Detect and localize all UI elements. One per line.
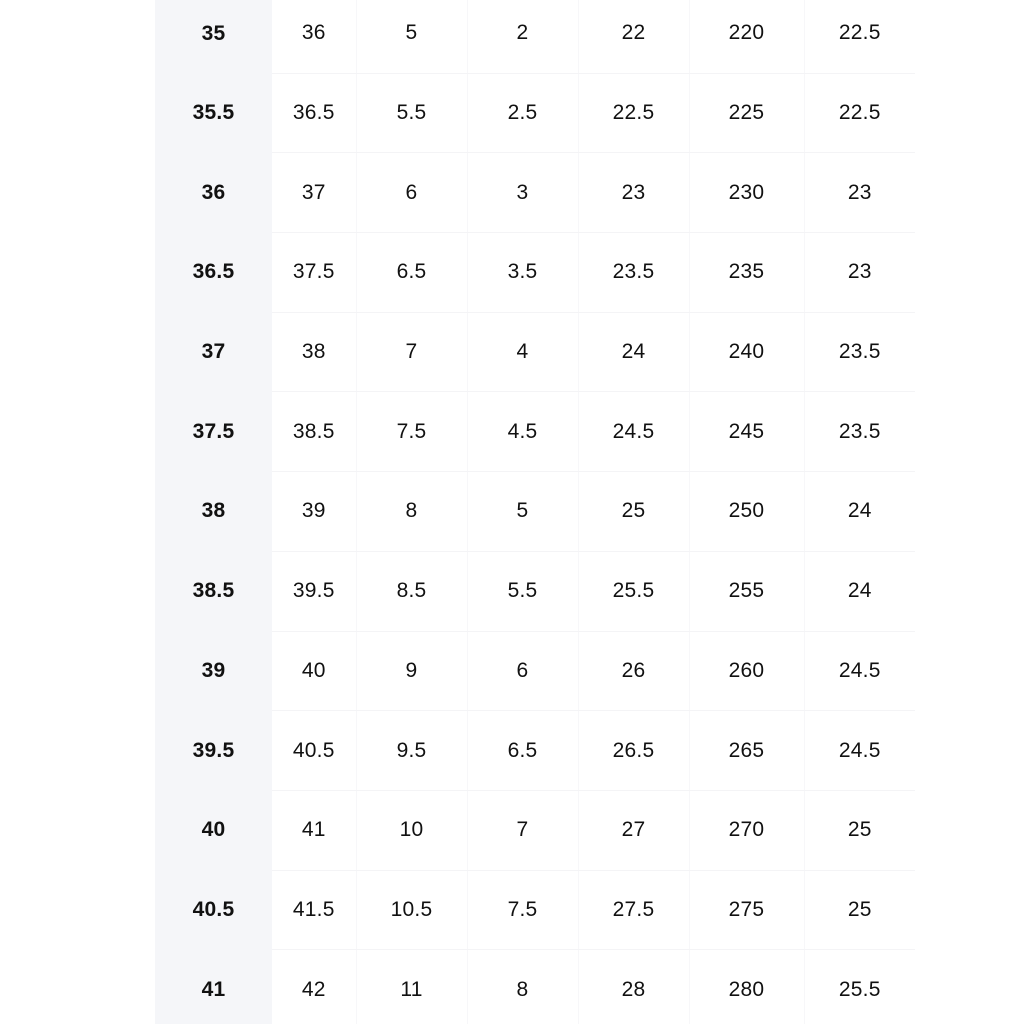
table-cell: 5 [467,472,578,552]
table-cell: 5.5 [467,551,578,631]
table-row [155,950,915,1024]
table-cell: 2 [467,0,578,73]
table-row [155,711,915,791]
table-cell: 280 [689,950,804,1024]
table-cell: 24 [578,312,689,392]
table-row [155,631,915,711]
table-row-header-cell: 36.5 [155,233,272,313]
table-row [155,870,915,950]
table-cell: 7.5 [356,392,467,472]
table-cell: 27 [578,790,689,870]
table-cell: 6 [356,153,467,233]
table-cell: 40 [272,631,356,711]
table-cell: 22.5 [578,73,689,153]
table-cell: 6 [467,631,578,711]
table-cell: 23.5 [804,312,915,392]
table-cell: 23 [804,153,915,233]
table-cell: 25.5 [578,551,689,631]
table-cell: 270 [689,790,804,870]
table-cell: 7.5 [467,870,578,950]
table-cell: 36 [272,0,356,73]
table-row-header-cell: 38.5 [155,551,272,631]
table-cell: 5.5 [356,73,467,153]
table-cell: 24.5 [804,631,915,711]
table-row [155,551,915,631]
table-cell: 37 [272,153,356,233]
table-cell: 24 [804,472,915,552]
table-cell: 225 [689,73,804,153]
table-cell: 22.5 [804,73,915,153]
table-body [155,0,915,1024]
table-cell: 36.5 [272,73,356,153]
size-conversion-table [155,0,915,1024]
table-cell: 39.5 [272,551,356,631]
table-row-header-cell: 37 [155,312,272,392]
table-row [155,392,915,472]
table-cell: 245 [689,392,804,472]
table-cell: 9.5 [356,711,467,791]
table-cell: 25.5 [804,950,915,1024]
table-cell: 260 [689,631,804,711]
table-cell: 7 [467,790,578,870]
table-cell: 275 [689,870,804,950]
table-row [155,790,915,870]
table-cell: 9 [356,631,467,711]
table-cell: 3 [467,153,578,233]
table-cell: 28 [578,950,689,1024]
table-row-header-cell: 39 [155,631,272,711]
table-cell: 220 [689,0,804,73]
table-cell: 24 [804,551,915,631]
table-cell: 2.5 [467,73,578,153]
table-cell: 240 [689,312,804,392]
table-row-header-cell: 37.5 [155,392,272,472]
table-row-header-cell: 41 [155,950,272,1024]
table-cell: 23 [804,233,915,313]
table-row-header-cell: 38 [155,472,272,552]
table-cell: 38.5 [272,392,356,472]
table-cell: 25 [804,790,915,870]
table-cell: 5 [356,0,467,73]
table-cell: 8.5 [356,551,467,631]
table-cell: 24.5 [578,392,689,472]
table-row [155,153,915,233]
table-cell: 23.5 [804,392,915,472]
table-cell: 39 [272,472,356,552]
table-row [155,233,915,313]
table-row [155,0,915,73]
table-cell: 6.5 [467,711,578,791]
table-cell: 27.5 [578,870,689,950]
table-row-header-cell: 35 [155,0,272,73]
table-row-header-cell: 40.5 [155,870,272,950]
table-cell: 40.5 [272,711,356,791]
table-cell: 22.5 [804,0,915,73]
table-row-header-cell: 39.5 [155,711,272,791]
table-row-header-cell: 40 [155,790,272,870]
table-row-header-cell: 36 [155,153,272,233]
table-cell: 8 [356,472,467,552]
table-cell: 11 [356,950,467,1024]
table-cell: 42 [272,950,356,1024]
table-cell: 230 [689,153,804,233]
table-cell: 265 [689,711,804,791]
table-cell: 235 [689,233,804,313]
table-cell: 26.5 [578,711,689,791]
table-cell: 4.5 [467,392,578,472]
table-cell: 4 [467,312,578,392]
table-cell: 26 [578,631,689,711]
table-cell: 23 [578,153,689,233]
table-cell: 24.5 [804,711,915,791]
table-cell: 23.5 [578,233,689,313]
table-row-header-cell: 35.5 [155,73,272,153]
table-cell: 10.5 [356,870,467,950]
table-cell: 37.5 [272,233,356,313]
table-cell: 22 [578,0,689,73]
table-cell: 250 [689,472,804,552]
table-cell: 3.5 [467,233,578,313]
table-cell: 25 [804,870,915,950]
table-row [155,73,915,153]
table-cell: 7 [356,312,467,392]
table-cell: 41 [272,790,356,870]
table-cell: 6.5 [356,233,467,313]
table-cell: 25 [578,472,689,552]
table-row [155,312,915,392]
table-cell: 8 [467,950,578,1024]
table-row [155,472,915,552]
table-cell: 41.5 [272,870,356,950]
table-cell: 255 [689,551,804,631]
table-cell: 38 [272,312,356,392]
table-cell: 10 [356,790,467,870]
